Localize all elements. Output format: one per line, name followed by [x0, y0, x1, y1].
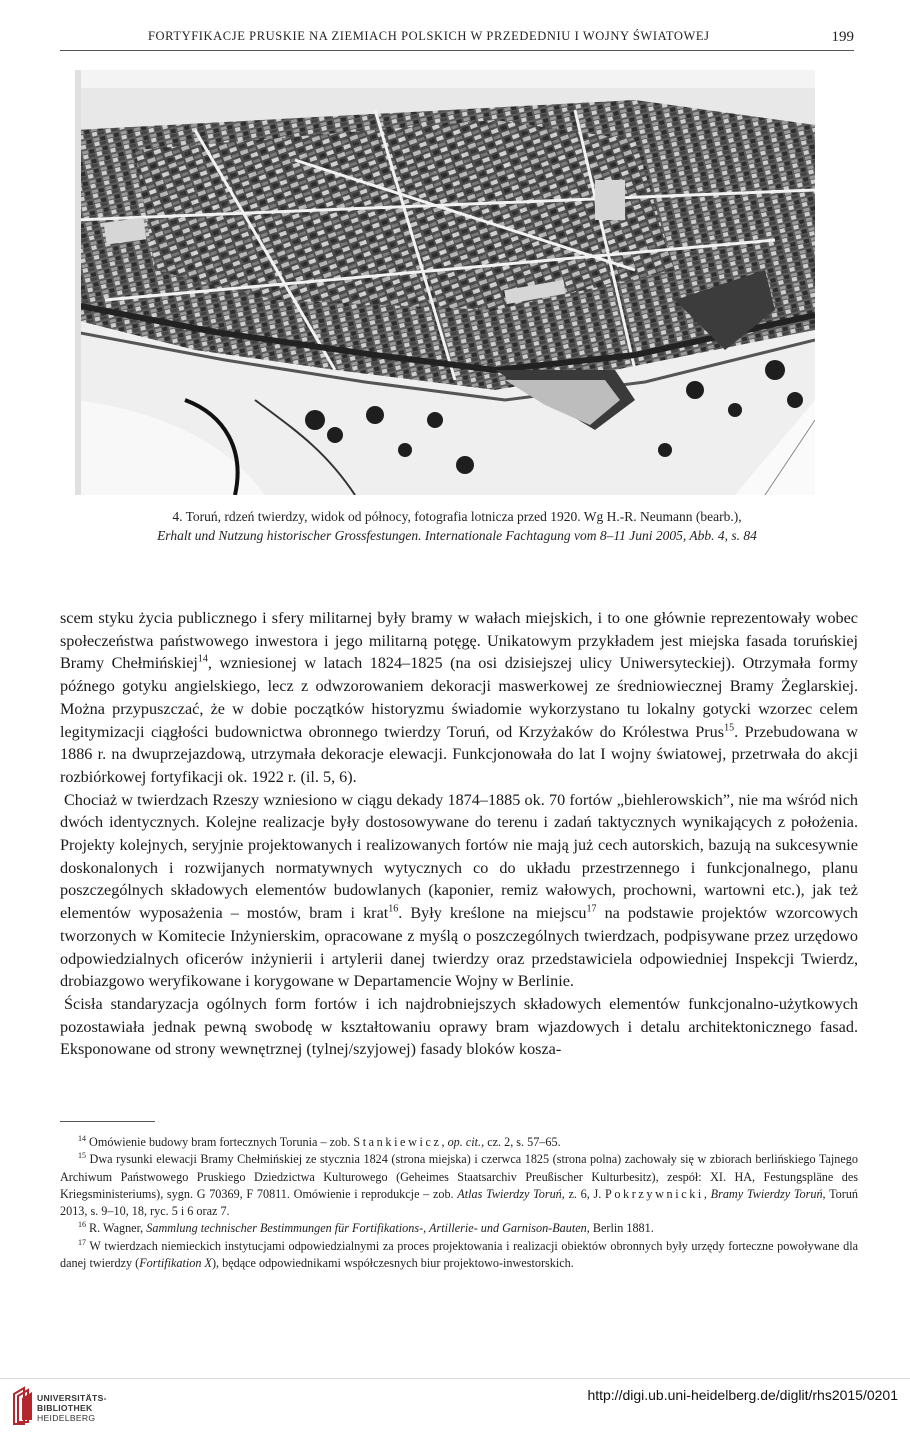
source-url[interactable]: http://digi.ub.uni-heidelberg.de/diglit/rhs2015/0201 [587, 1387, 898, 1403]
footnote-ref-16[interactable]: 16 [388, 903, 399, 915]
running-title: FORTYFIKACJE PRUSKIE NA ZIEMIACH POLSKICH W PRZEDEDNIU I WOJNY ŚWIATOWEJ [148, 29, 710, 43]
paragraph-2: Chociaż w twierdzach Rzeszy wzniesiono w ciągu dekady 1874–1885 ok. 70 fortów „biehlerowskich”, nie ma wśród nich dwóch identycznych. Kolejne realizacje były dostosowywane do terenu i zadań taktycznych wynikających z położenia. Projekty kolejnych, seryjnie projektowanych i realizowanych fortów nie mają już cech autorskich, bazują na sukcesywnie doskonalonych i rozwijanych normatywnych wytycznych co do układu przestrzennego i funkcjonalnego, planu poszczególnych składowych elementów budowlanych (kaponier, remiz wałowych, prochowni, wartowni etc.), jak też elementów wyposażenia – mostów, bram i krat$^{16}$. Były kreślone na miejscu$^{17}$ na podstawie projektów wzorcowych tworzonych w Komitecie Inżynierskim, opracowane z myślą o poszczególnych twierdzach, podpisywane przez urzędowo odpowiedzialnych oficerów inżynierii i artylerii danej twierdzy oraz przedstawiciela odpowiedniej Inspekcji Twierdz, drobiazgowo weryfikowane i korygowane w Departamencie Wojny w Berlinie. [60, 790, 859, 991]
footnote-15: $^{15}$ Dwa rysunki elewacji Bramy Chełmińskiej ze stycznia 1824 (strona miejska) i czerwca 1825 (strona polna) zachowały się w zbiorach berlińskiego Tajnego Archiwum Państwowego Pruskiego Dziedzictwa Kulturowego (Geheimes Staatsarchiv Preußischer Kulturbesitz), zespół: XI. HA, Festungspläne des Kriegsministeriums), sygn. G 70369, F 70811. Omówienie i reprodukcje – zob. Atlas Twierdzy Toruń, z. 6, J. Pokrzywnicki, Bramy Twierdzy Toruń, Toruń 2013, s. 9–10, 18, ryc. 5 i 6 oraz 7. [60, 1151, 859, 1219]
paragraph-1: scem styku życia publicznego i sfery militarnej były bramy w wałach miejskich, i to one głównie reprezentowały wobec społeczeństwa państwowego inwestora i jego militarną potęgę. Unikatowym przykładem jest miejska fasada toruńskiej Bramy Chełmińskiej$^{14}$, wzniesionej w latach 1824–1825 (na osi dzisiejszej ulicy Uniwersyteckiej). Otrzymała formy późnego gotyku angielskiego, lecz z odwzorowaniem dekoracji maswerkowej ze średniowiecznej Bramy Żeglarskiej. Można przypuszczać, że w dobie początków historyzmu świadomie wykorzystano tu lokalny gotycki wzorzec celem legitymizacji ciągłości budownictwa obronnego twierdzy Toruń, od Krzyżaków do Królestwa Prus$^{15}$. Przebudowana w 1886 r. na dwuprzejazdową, utrzymała dekoracje elewacji. Funkcjonowała do lat I wojny światowej, przetrwała do akcji rozbiórkowej fortyfikacji ok. 1922 r. (il. 5, 6). [60, 609, 859, 786]
library-name: UNIVERSITÄTS- BIBLIOTHEK HEIDELBERG [37, 1393, 107, 1423]
figure-caption [60, 507, 854, 545]
paragraph-3: Ścisła standaryzacja ogólnych form fortów i ich najdrobniejszych składowych elementów funkcjonalno-użytkowych pozostawiała jednak pewną swobodę w kształtowaniu oprawy bram wjazdowych i detalu architektonicznego fasad. Eksponowane od strony wewnętrznej (tylnej/szyjowej) fasady bloków kosza- [60, 994, 858, 1059]
footnote-16: $^{16}$ R. Wagner, Sammlung technischer Bestimmungen für Fortifikations-, Artillerie- und Garnison-Bauten, Berlin 1881. [78, 1220, 654, 1236]
main-text [60, 607, 858, 1061]
footnote-ref-17[interactable]: 17 [586, 903, 597, 915]
aerial-photo-drawing [75, 70, 815, 495]
aerial-photograph [75, 70, 815, 495]
page-number: 199 [831, 29, 854, 45]
footnotes [60, 1134, 858, 1272]
library-logo-icon [12, 1386, 34, 1426]
footnote-14: $^{14}$ Omówienie budowy bram fortecznych Torunia – zob. Stankiewicz, op. cit., cz. 2, s. 57–65. [78, 1133, 561, 1149]
library-logo[interactable] [12, 1386, 132, 1428]
header-rule [60, 50, 854, 51]
caption-line-2: Erhalt und Nutzung historischer Grossfestungen. Internationale Fachtagung vom 8–11 Juni 2005, Abb. 4, s. 84 [157, 528, 757, 543]
footnote-ref-14[interactable]: 14 [197, 654, 208, 666]
footer-rule [0, 1378, 910, 1379]
footnote-17: $^{17}$ W twierdzach niemieckich instytucjami odpowiedzialnymi za proces projektowania i realizacji obiektów obronnych były urzędy forteczne powoływane dla danej twierdzy (Fortifikation X), będące odpowiednikami współczesnych biur projektowo-inwestorskich. [60, 1237, 858, 1271]
footnote-ref-15[interactable]: 15 [724, 722, 735, 734]
caption-line-1: 4. Toruń, rdzeń twierdzy, widok od północy, fotografia lotnicza przed 1920. Wg H.-R. Neumann (bearb.), [172, 509, 742, 524]
footnote-rule [60, 1121, 155, 1122]
